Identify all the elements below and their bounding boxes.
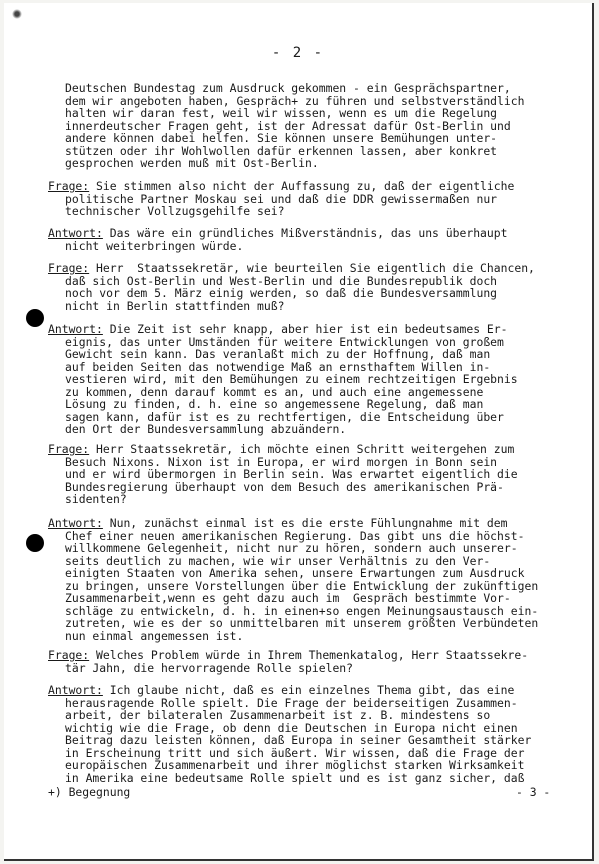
text-line: zu kommen, denn darauf kommt es an, und auch eine angemessene [65, 384, 484, 399]
text-line: daß sich Ost-Berlin und West-Berlin und die Bundesrepublik doch [65, 273, 498, 288]
text-line: zutreten, wie es der so unmittelbaren mit unserem größten Verbündeten [65, 616, 539, 630]
answer-label: Antwort: [48, 516, 103, 530]
intro-paragraph [65, 82, 524, 170]
text-line: sidenten? [65, 492, 127, 506]
text-line: in Erscheinung tritt und sich äußert. Wir wissen, daß die Frage der [65, 745, 525, 760]
question-block [48, 180, 514, 218]
question-label: Frage: [48, 179, 90, 193]
text-line: vestieren wird, mit den Bemühungen zu einem rechtzeitigen Ergebnis [65, 372, 518, 386]
answer-label: Antwort: [48, 683, 103, 697]
text-line: Beitrag dazu leisten können, daß Europa in seiner Gesamtheit stärker [65, 733, 532, 747]
text-line: herausragende Rolle spielt. Die Frage der beiderseitigen Zusammen- [65, 695, 518, 710]
text-line: wichtig wie die Frage, ob denn die Deutschen in Europa nicht einen [65, 720, 518, 735]
text-line: schläge zu entwickeln, d. h. in einen+so engen Meinungsaustausch ein- [65, 603, 539, 618]
text-line: willkommene Gelegenheit, nicht nur zu hören, sondern auch unserer- [65, 541, 518, 555]
text-line: Herr Staatssekretär, ich möchte einen Schritt weitergehen zum [89, 442, 515, 456]
text-line: sagen kann, dafür ist es zu rechtfertigen, die Entscheidung über [65, 409, 504, 424]
text-line: tär Jahn, die hervorragende Rolle spielen? [65, 660, 354, 675]
text-line: nun einmal angemessen ist. [65, 628, 244, 643]
text-line: technischer Vollzugsgehilfe sei? [65, 204, 285, 218]
text-line: einigten Staaten von Amerika sehen, unsere Erwartungen zum Ausdruck [65, 566, 525, 580]
text-line: noch vor dem 5. März einig werden, so daß die Bundesversammlung [65, 286, 498, 300]
text-line: und er wird übermorgen in Berlin sein. Was erwartet eigentlich die [65, 467, 518, 481]
question-label: Frage: [48, 442, 90, 456]
document-page [4, 3, 594, 861]
text-line: Gewicht sein kann. Das veranlaßt mich zu der Hoffnung, daß man [65, 347, 491, 361]
answer-block [48, 684, 531, 784]
question-label: Frage: [48, 261, 90, 275]
text-line: Chef einer neuen amerikanischen Regierung. Das gibt uns die höchst- [65, 528, 525, 543]
text-line: Herr Staatssekretär, wie beurteilen Sie eigentlich die Chancen, [89, 261, 535, 275]
text-line: Nun, zunächst einmal ist es die erste Fühlungnahme mit dem [102, 516, 508, 530]
text-line: Deutschen Bundestag zum Ausdruck gekommen - ein Gesprächspartner, [65, 81, 511, 95]
page-number: - 2 - [271, 45, 325, 61]
punch-hole-top [26, 309, 44, 327]
question-label: Frage: [48, 648, 90, 662]
text-line: eignis, das unter Umständen für weitere Entwicklungen von großem [65, 334, 504, 349]
text-line: nicht in Berlin stattfinden muß? [65, 298, 285, 313]
text-line: Besuch Nixons. Nixon ist in Europa, er wird morgen in Bonn sein [65, 454, 498, 469]
text-line: Sie stimmen also nicht der Auffassung zu, daß der eigentliche [89, 179, 515, 193]
text-line: Zusammenarbeit,wenn es geht dazu auch im Gespräch bestimmte Vor- [65, 591, 511, 605]
text-line: Ich glaube nicht, daß es ein einzelnes Thema gibt, das eine [102, 683, 515, 697]
text-line: europäischen Zusammenarbeit und ihrer möglichst starken Wirksamkeit [65, 758, 525, 772]
text-line: seits deutlich zu machen, wie wir unser Verhältnis zu den Ver- [65, 553, 491, 568]
text-line: den Ort der Bundesversammlung abzuändern. [65, 422, 347, 436]
footnote: +) Begegnung [48, 785, 131, 799]
text-line: stützen oder ihr Wohlwollen dafür erkennen lassen, aber konkret [65, 143, 498, 158]
text-line: Das wäre ein gründliches Mißverständnis, das uns überhaupt [102, 226, 508, 240]
text-line: dem wir angeboten haben, Gespräch+ zu führen und selbstverständlich [65, 93, 525, 108]
answer-label: Antwort: [48, 322, 103, 336]
text-line: auf beiden Seiten das notwendige Maß an ernsthaftem Willen in- [65, 359, 491, 374]
text-line: innerdeutscher Fragen geht, ist der Adressat dafür Ost-Berlin und [65, 118, 511, 133]
text-line: Bundesregierung überhaupt von dem Besuch des amerikanischen Prä- [65, 479, 504, 494]
punch-hole-bottom [26, 534, 44, 552]
text-line: politische Partner Moskau sei und daß die DDR gewissermaßen nur [65, 191, 498, 206]
text-line: andere können dabei helfen. Sie können unsere Bemühungen unter- [65, 131, 498, 145]
question-block [48, 443, 518, 506]
text-line: arbeit, der bilateralen Zusammenarbeit ist z. B. mindestens so [65, 708, 491, 722]
text-line: nicht weiterbringen würde. [65, 238, 244, 253]
answer-block [48, 227, 507, 252]
text-line: Die Zeit ist sehr knapp, aber hier ist ein bedeutsames Er- [102, 322, 508, 336]
answer-block [48, 517, 538, 642]
question-block [48, 649, 528, 674]
text-line: gesprochen werden muß mit Ost-Berlin. [65, 156, 319, 170]
scan-speck [12, 9, 22, 19]
text-line: in Amerika eine bedeutsame Rolle spielt und es ist ganz sicher, daß [65, 770, 525, 785]
answer-label: Antwort: [48, 226, 103, 240]
text-line: halten wir daran fest, weil wir wissen, wenn es um die Regelung [65, 106, 498, 120]
text-line: zu bringen, unsere Vorstellungen über die Entwicklung der zukünftigen [65, 578, 539, 593]
question-block [48, 262, 535, 312]
text-line: Welches Problem würde in Ihrem Themenkatalog, Herr Staatssekre- [89, 648, 529, 662]
text-line: Lösung zu finden, d. h. eine so angemessene Regelung, daß man [65, 397, 484, 411]
answer-block [48, 323, 518, 436]
next-page-marker: - 3 - [516, 785, 551, 799]
